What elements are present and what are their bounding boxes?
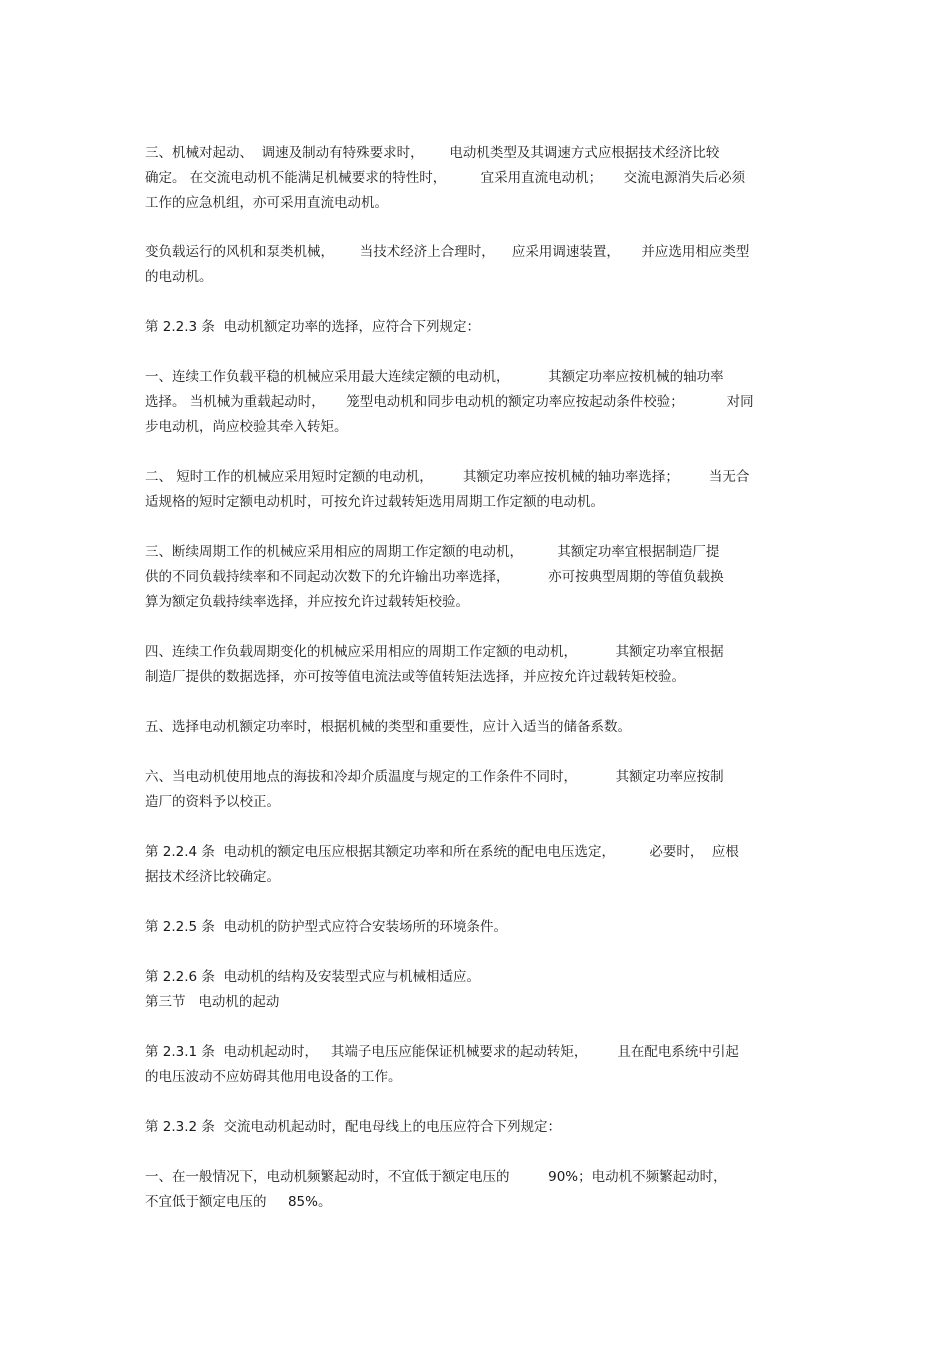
clause-2-3-1 bbox=[145, 1040, 815, 1090]
text-line: 确定。 在交流电动机不能满足机械要求的特性时， 宜采用直流电动机； 交流电源消失后必须 bbox=[145, 170, 746, 186]
text-line: 制造厂提供的数据选择，亦可按等值电流法或等值转矩法选择，并应按允许过载转矩校验。 bbox=[145, 669, 685, 685]
clause-2-3-2-heading bbox=[145, 1115, 815, 1140]
paragraph-reserve-factor bbox=[145, 715, 815, 740]
text-line: 六、当电动机使用地点的海拔和冷却介质温度与规定的工作条件不同时， 其额定功率应按制 bbox=[145, 769, 724, 785]
paragraph-continuous-duty bbox=[145, 365, 815, 440]
text-line: 第 2.2.6 条 电动机的结构及安装型式应与机械相适应。 bbox=[145, 969, 481, 985]
text-line: 造厂的资料予以校正。 bbox=[145, 794, 280, 810]
text-line: 供的不同负载持续率和不同起动次数下的允许输出功率选择， 亦可按典型周期的等值负载换 bbox=[145, 569, 724, 585]
text-line: 不宜低于额定电压的 85%。 bbox=[145, 1194, 332, 1210]
text-line: 算为额定负载持续率选择，并应按允许过载转矩校验。 bbox=[145, 594, 469, 610]
section-heading: 第三节 电动机的起动 bbox=[145, 994, 280, 1010]
text-line: 步电动机，尚应校验其牵入转矩。 bbox=[145, 419, 348, 435]
clause-2-2-6-and-section-heading bbox=[145, 965, 815, 1015]
text-line: 第 2.2.5 条 电动机的防护型式应符合安装场所的环境条件。 bbox=[145, 919, 508, 935]
clause-2-2-4 bbox=[145, 840, 815, 890]
text-line: 一、在一般情况下，电动机频繁起动时，不宜低于额定电压的 90%；电动机不频繁起动时， bbox=[145, 1169, 727, 1185]
text-line: 第 2.3.2 条 交流电动机起动时，配电母线上的电压应符合下列规定： bbox=[145, 1119, 562, 1135]
text-line: 第 2.2.4 条 电动机的额定电压应根据其额定功率和所在系统的配电电压选定， 必要时， 应根 bbox=[145, 844, 739, 860]
text-line: 适规格的短时定额电动机时，可按允许过载转矩选用周期工作定额的电动机。 bbox=[145, 494, 604, 510]
text-line: 三、机械对起动、 调速及制动有特殊要求时， 电动机类型及其调速方式应根据技术经济比较 bbox=[145, 145, 720, 161]
text-line: 一、连续工作负载平稳的机械应采用最大连续定额的电动机， 其额定功率应按机械的轴功率 bbox=[145, 369, 724, 385]
paragraph-intermittent-periodic-duty bbox=[145, 540, 815, 615]
text-line: 三、断续周期工作的机械应采用相应的周期工作定额的电动机， 其额定功率宜根据制造厂提 bbox=[145, 544, 720, 560]
text-line: 第 2.3.1 条 电动机起动时， 其端子电压应能保证机械要求的起动转矩， 且在配电系统中引起 bbox=[145, 1044, 739, 1060]
text-line: 二、 短时工作的机械应采用短时定额的电动机， 其额定功率应按机械的轴功率选择； 当无合 bbox=[145, 469, 750, 485]
paragraph-voltage-limits bbox=[145, 1165, 815, 1215]
text-line: 据技术经济比较确定。 bbox=[145, 869, 280, 885]
clause-2-2-3-heading bbox=[145, 315, 815, 340]
paragraph-periodic-varying-load bbox=[145, 640, 815, 690]
paragraph-altitude-correction bbox=[145, 765, 815, 815]
text-line: 的电动机。 bbox=[145, 269, 213, 285]
text-line: 的电压波动不应妨碍其他用电设备的工作。 bbox=[145, 1069, 402, 1085]
text-line: 变负载运行的风机和泵类机械， 当技术经济上合理时， 应采用调速装置， 并应选用相应类型 bbox=[145, 244, 750, 260]
text-line: 四、连续工作负载周期变化的机械应采用相应的周期工作定额的电动机， 其额定功率宜根据 bbox=[145, 644, 724, 660]
text-line: 第 2.2.3 条 电动机额定功率的选择，应符合下列规定： bbox=[145, 319, 481, 335]
paragraph-variable-load-fans-pumps bbox=[145, 240, 815, 290]
text-line: 选择。 当机械为重载起动时， 笼型电动机和同步电动机的额定功率应按起动条件校验； 对同 bbox=[145, 394, 754, 410]
text-line: 五、选择电动机额定功率时，根据机械的类型和重要性，应计入适当的储备系数。 bbox=[145, 719, 631, 735]
paragraph-short-time-duty bbox=[145, 465, 815, 515]
paragraph-mechanical-special-requirements bbox=[145, 141, 815, 216]
clause-2-2-5 bbox=[145, 915, 815, 940]
text-line: 工作的应急机组，亦可采用直流电动机。 bbox=[145, 195, 388, 211]
